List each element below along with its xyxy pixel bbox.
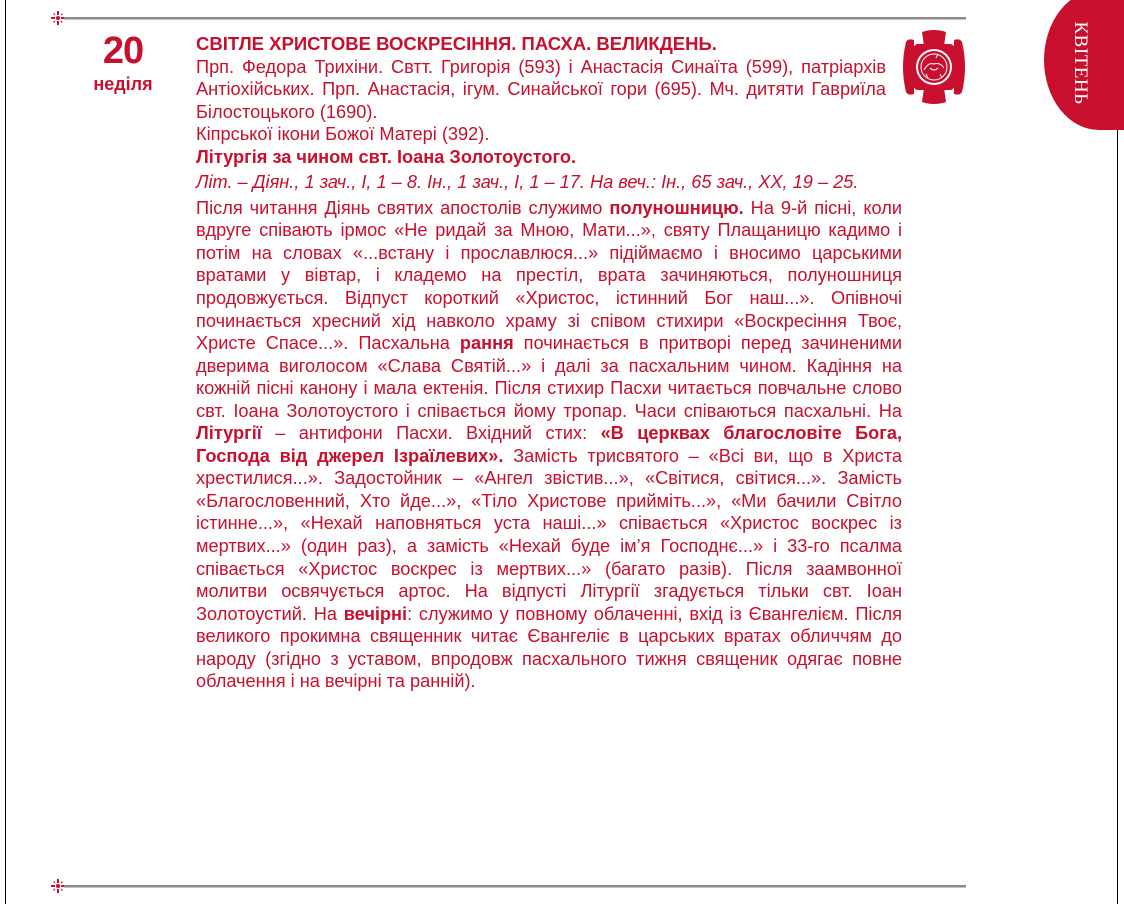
rubric-segment: : служимо у повному облаченні, вхід із Євангелієм. Після великого прокимна священник читає Євангеліє в царських вратах обличчям до народу (згідно з уставом, впродовж пасхального тижня священик одягає повне облачення і на вечірні та ранній).: [196, 603, 902, 692]
liturgy-heading: Літургія за чином свт. Іоана Золотоустого.: [196, 146, 577, 167]
rubric-segment: Після читання Діянь святих апостолів служимо: [196, 197, 610, 218]
date-block: [78, 30, 168, 94]
feast-title: СВІТЛЕ ХРИСТОВЕ ВОСКРЕСІННЯ. ПАСХА. ВЕЛИКДЕНЬ.: [196, 33, 717, 54]
rubric-emphasis-midnight-office: полуношницю.: [609, 197, 744, 218]
bottom-divider: [64, 885, 966, 888]
month-label: [1060, 8, 1100, 118]
top-divider: [64, 17, 966, 20]
page-border-right: [1117, 0, 1118, 904]
weekday: неділя: [93, 74, 153, 94]
rubric-segment: На 9-й пісні, коли вдруге співають ірмос «Не ридай за Мною, Мати...», святу Плащаницю кадимо і потім на словах «...встану і прославлюся...» підіймаємо і вносимо царськими вратами у вівтар, і кладемо на престіл, врата зачиняються, полуношниця продовжується. Відпуст короткий «Христос, істинний Бог наш...». Опівночі починається хресний хід навколо храму зі співом стихири «Воскресіння Твоє, Христе Спасе...». Пасхальна: [196, 197, 902, 354]
page-border-left: [5, 0, 6, 904]
rubric-emphasis-vespers: вечірні: [343, 603, 408, 624]
rubric-emphasis-entrance-verse: «В церквах благословіте Бога, Господа від джерел Ізраїлевих».: [196, 423, 902, 466]
rubric-text: [196, 197, 902, 693]
calendar-entry: [196, 33, 902, 693]
rubric-segment: починається в притворі перед зачиненими дверима виголосом «Слава Святій...» і далі за пасхальним чином. Кадіння на кожній пісні канону і мала ектенія. Після стихир Пасхи читається повчальне слово свт. Іоана Золотоустого і співається йому тропар. Часи співаються пасхальні. На: [196, 333, 902, 421]
month-label-text: КВІТЕНЬ: [1070, 21, 1091, 105]
rubric-emphasis-matins: рання: [459, 333, 514, 354]
rubric-emphasis-liturgy: Літургії: [196, 423, 262, 444]
commemoration-saints: Прп. Федора Трихіни. Свтт. Григорія (593) і Анастасія Синаїта (599), патріархів Антіохійських. Прп. Анастасія, ігум. Синайської гори (695). Мч. дитяти Гавриїла Білостоцького (1690).: [196, 56, 886, 122]
rubric-segment: Замість трисвятого – «Всі ви, що в Христа хрестилися...». Задостойник – «Ангел звістив...», «Світися, світися...». Замість «Благословенний, Хто йде...», «Тіло Христове прийміть...», «Ми бачили Світло істинне...», «Нехай наповняться уста наші...» співається «Христос воскрес із мертвих...» (один раз), а замість «Нехай буде ім’я Господнє...» і 33-го псалма співається «Христос воскрес із мертвих...» (багато разів). Після заамвонної молитви освячується артос. На відпусті Літургії згадується тільки свт. Іоан Золотоустий. На: [196, 445, 902, 624]
commemoration-icon: Кіпрської ікони Божої Матері (392).: [196, 124, 490, 145]
paschal-lamb-cross-emblem-icon: [900, 28, 968, 106]
rubric-segment: – антифони Пасхи. Вхідний стих:: [261, 423, 601, 444]
day-number: 20: [102, 30, 144, 72]
scripture-readings: Літ. – Діян., 1 зач., І, 1 – 8. Ін., 1 зач., І, 1 – 17. На веч.: Ін., 65 зач., ХХ, 19 – 25.: [196, 172, 859, 193]
